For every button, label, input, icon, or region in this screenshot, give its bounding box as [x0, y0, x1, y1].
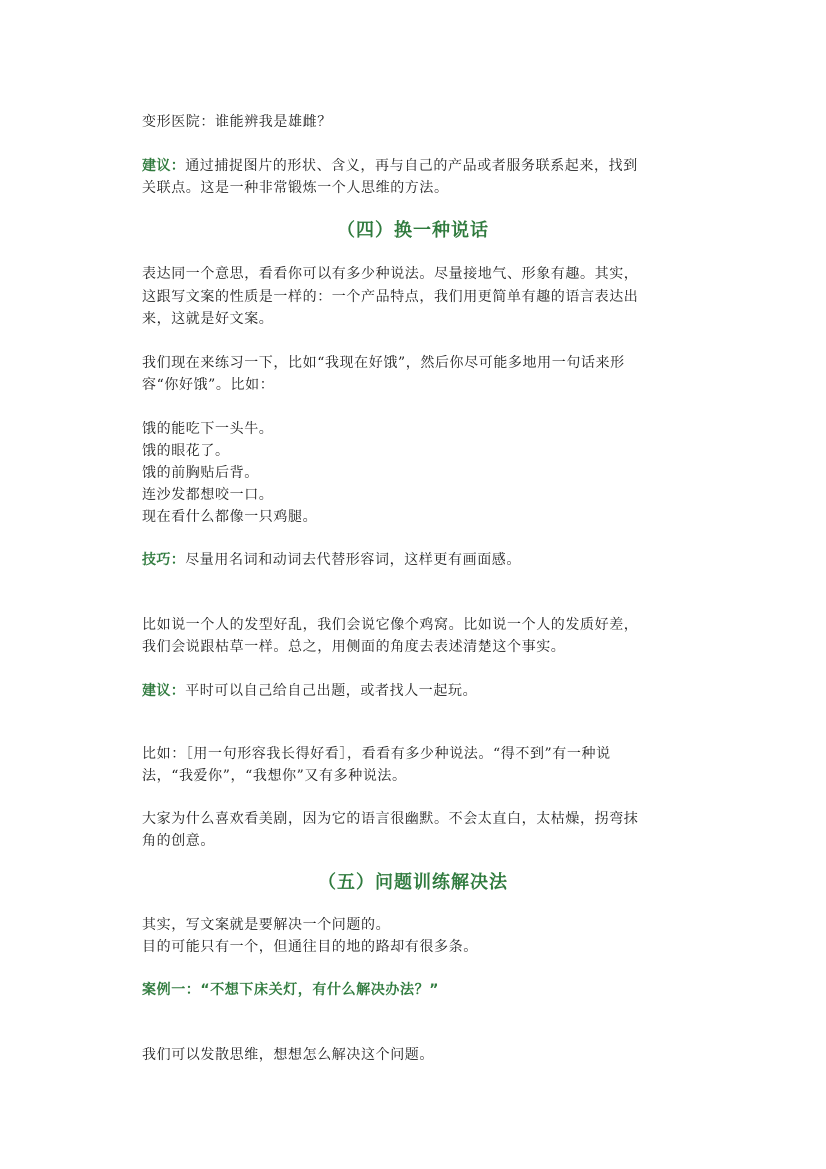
paragraph-line: 我们会说跟枯草一样。总之，用侧面的角度去表述清楚这个事实。	[142, 639, 566, 655]
tip-text: 尽量用名词和动词去代替形容词，这样更有画面感。	[185, 552, 522, 568]
paragraph-line: 我们可以发散思维，想想怎么解决这个问题。	[142, 1047, 434, 1063]
paragraph-line: 这跟写文案的性质是一样的：一个产品特点，我们用更简单有趣的语言表达出	[142, 289, 639, 305]
example-item: 饿的眼花了。	[142, 443, 230, 459]
paragraph-line: 目的可能只有一个，但通往目的地的路却有很多条。	[142, 939, 478, 955]
advice-label: 建议：	[142, 683, 186, 699]
case-heading-1: 案例一：“不想下床关灯，有什么解决办法？”	[142, 982, 440, 998]
tip-label: 技巧：	[142, 552, 186, 568]
paragraph-line: 比如：［用一句形容我长得好看］，看看有多少种说法。“得不到”有一种说	[142, 746, 611, 762]
paragraph-line: 角的创意。	[142, 833, 215, 849]
advice-paragraph-2	[142, 680, 687, 703]
advice-text: 平时可以自己给自己出题，或者找人一起玩。	[185, 683, 478, 699]
section-heading-4: （四）换一种说话	[337, 220, 489, 241]
paragraph-line: 来，这就是好文案。	[142, 311, 274, 327]
paragraph-line: 比如说一个人的发型好乱，我们会说它像个鸡窝。比如说一个人的发质好差，	[142, 617, 639, 633]
example-item: 连沙发都想咬一口。	[142, 487, 274, 503]
example-item: 饿的前胸贴后背。	[142, 465, 259, 481]
tip-paragraph	[142, 549, 687, 572]
advice-label: 建议：	[142, 158, 186, 174]
paragraph-line: 容“你好饿”。比如：	[142, 377, 275, 393]
paragraph-line: 其实，写文案就是要解决一个问题的。	[142, 917, 391, 933]
example-item: 饿的能吃下一头牛。	[142, 421, 274, 437]
paragraph-line: 表达同一个意思，看看你可以有多少种说法。尽量接地气、形象有趣。其实，	[142, 266, 639, 282]
paragraph-line: 法，“我爱你”，“我想你”又有多种说法。	[142, 768, 407, 784]
advice-paragraph-line2: 关联点。这是一种非常锻炼一个人思维的方法。	[142, 180, 449, 196]
paragraph-line: 大家为什么喜欢看美剧，因为它的语言很幽默。不会太直白，太枯燥，拐弯抹	[142, 811, 639, 827]
paragraph-line: 我们现在来练习一下，比如“我现在好饿”，然后你尽可能多地用一句话来形	[142, 355, 625, 371]
example-item: 现在看什么都像一只鸡腿。	[142, 509, 318, 525]
advice-text: 通过捕捉图片的形状、含义，再与自己的产品或者服务联系起来，找到	[185, 158, 638, 174]
advice-paragraph-line1	[142, 155, 687, 178]
paragraph-transform-hospital: 变形医院：谁能辨我是雄雌？	[142, 114, 332, 130]
section-heading-5: （五）问题训练解决法	[318, 872, 508, 893]
